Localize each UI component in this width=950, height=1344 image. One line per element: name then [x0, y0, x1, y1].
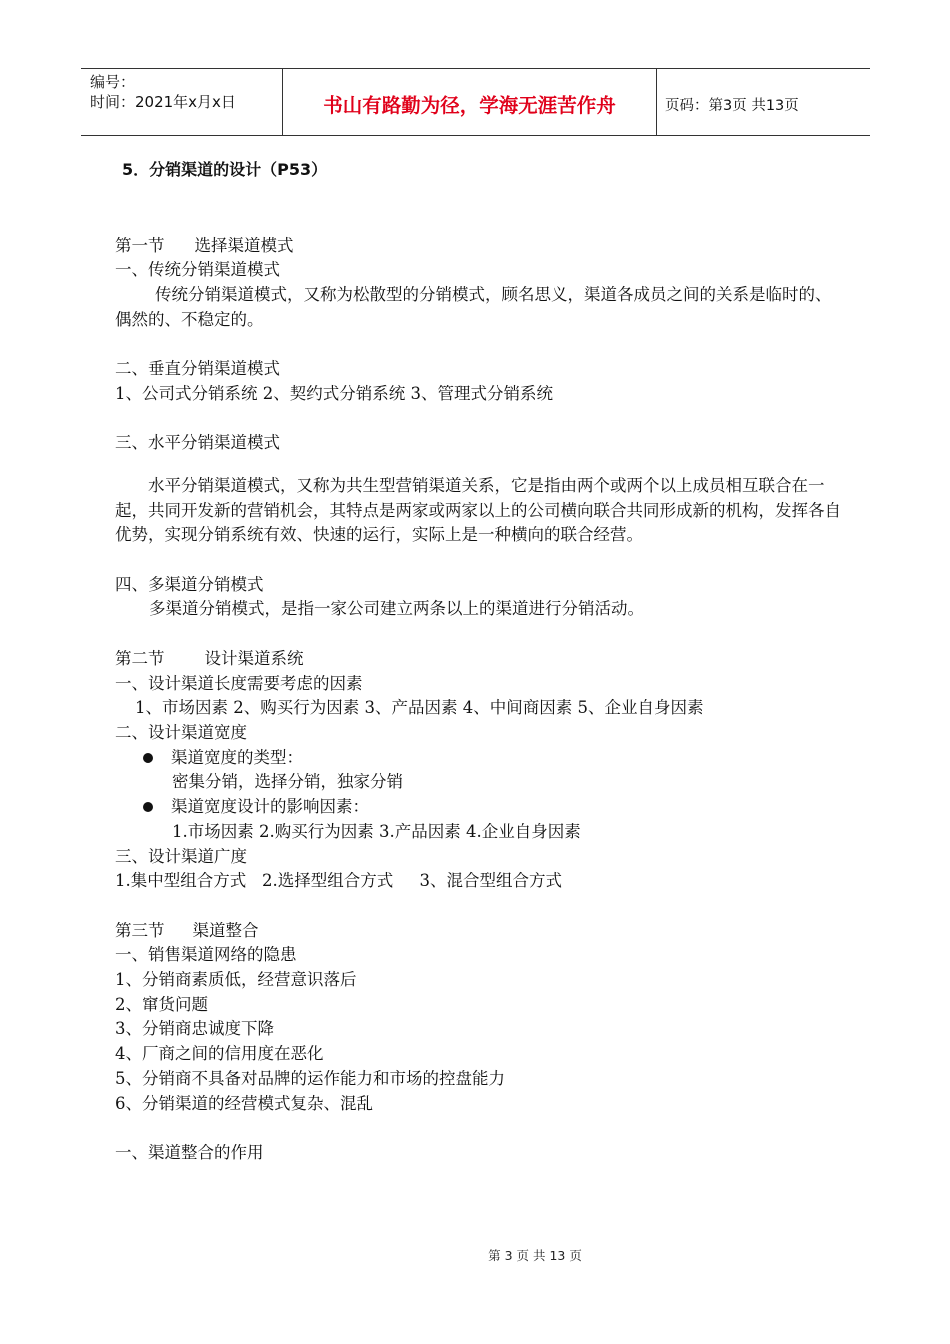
header-date-label: 时间：2021年x月x日 [90, 93, 236, 111]
subheading: 四、多渠道分销模式 [115, 574, 264, 594]
subheading: 一、设计渠道长度需要考虑的因素 [115, 673, 363, 693]
list-item: 4、厂商之间的信用度在恶化 [115, 1044, 324, 1064]
section-number: 第三节 [115, 920, 165, 940]
section-number: 第一节 [115, 235, 165, 255]
subheading: 一、销售渠道网络的隐患 [115, 945, 297, 965]
subheading: 二、设计渠道宽度 [115, 722, 247, 742]
page-footer: 第 3 页 共 13 页 [488, 1248, 582, 1263]
header-number-label: 编号： [90, 73, 136, 91]
section-title: 渠道整合 [192, 920, 259, 940]
document-title: 5．分销渠道的设计（P53） [122, 160, 328, 179]
bullet-icon [143, 802, 153, 812]
paragraph: 多渠道分销模式，是指一家公司建立两条以上的渠道进行分销活动。 [149, 599, 644, 619]
list-item: 1、分销商素质低，经营意识落后 [115, 970, 357, 989]
bullet-label: 渠道宽度设计的影响因素： [171, 797, 369, 817]
header-meta [81, 69, 283, 135]
paragraph: 1.集中型组合方式 2.选择型组合方式 3、混合型组合方式 [115, 871, 562, 891]
paragraph: 1、市场因素 2、购买行为因素 3、产品因素 4、中间商因素 5、企业自身因素 [135, 698, 704, 718]
list-item: 2、窜货问题 [115, 994, 208, 1014]
subheading: 二、垂直分销渠道模式 [115, 359, 280, 379]
header-page-label: 页码：第3页 共13页 [665, 97, 799, 114]
section-title: 设计渠道系统 [204, 648, 304, 668]
subheading: 一、传统分销渠道模式 [115, 260, 280, 280]
paragraph: 1、公司式分销系统 2、契约式分销系统 3、管理式分销系统 [115, 383, 553, 403]
paragraph: 传统分销渠道模式，又称为松散型的分销模式，顾名思义，渠道各成员之间的关系是临时的、偶然的、不稳定的。 [115, 285, 832, 329]
bullet-label: 渠道宽度的类型： [171, 747, 303, 767]
paragraph: 密集分销，选择分销，独家分销 [172, 772, 403, 792]
list-item: 3、分销商忠诚度下降 [115, 1019, 274, 1039]
bullet-icon [143, 753, 153, 763]
section-number: 第二节 [115, 648, 165, 668]
bullet-item [115, 746, 855, 771]
section-heading-1 [115, 234, 855, 259]
subheading: 三、设计渠道广度 [115, 846, 247, 866]
section-heading-2 [115, 647, 855, 672]
list-item: 6、分销渠道的经营模式复杂、混乱 [115, 1093, 373, 1113]
header-motto: 书山有路勤为径，学海无涯苦作舟 [283, 69, 657, 135]
subheading: 三、水平分销渠道模式 [115, 433, 280, 453]
paragraph: 水平分销渠道模式，又称为共生型营销渠道关系，它是指由两个或两个以上成员相互联合在一起，共同开发新的营销机会，其特点是两家或两家以上的公司横向联合共同形成新的机构，发挥各自优势，实现分销系统有效、快速的运行，实际上是一种横向的联合经营。 [115, 475, 841, 545]
section-title: 选择渠道模式 [194, 235, 294, 255]
page-header [81, 68, 870, 136]
subheading: 一、渠道整合的作用 [115, 1142, 264, 1162]
bullet-item [115, 795, 855, 820]
paragraph: 1.市场因素 2.购买行为因素 3.产品因素 4.企业自身因素 [172, 821, 581, 841]
list-item: 5、分销商不具备对品牌的运作能力和市场的控盘能力 [115, 1068, 505, 1088]
section-heading-3 [115, 919, 855, 944]
document-body [115, 158, 855, 1166]
